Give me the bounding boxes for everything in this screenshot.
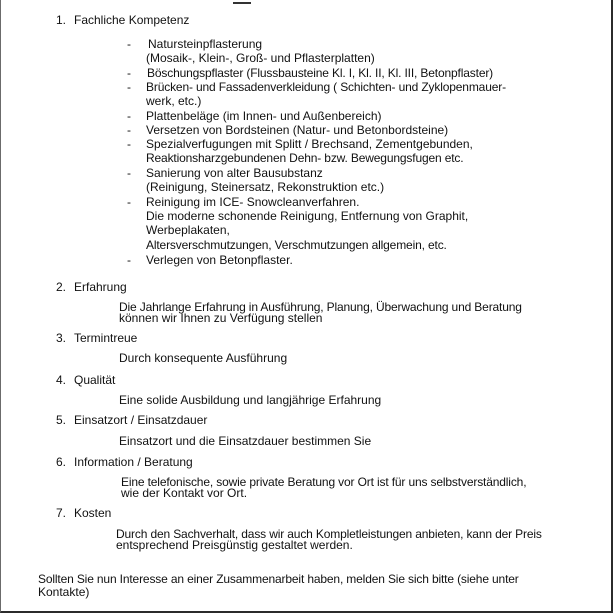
section-number: 3.	[56, 331, 67, 345]
list-item: Reinigung im ICE- Snowcleanverfahren.	[146, 195, 360, 209]
bullet-dash: -	[127, 123, 131, 137]
section-title: Qualität	[74, 373, 116, 387]
section-detail: Durch konsequente Ausführung	[119, 351, 288, 365]
bullet-dash: -	[127, 66, 131, 80]
section-detail: Durch den Sachverhalt, dass wir auch Kompletleistungen anbieten, kann der Preis	[116, 527, 542, 541]
list-item: Sanierung von alter Bausubstanz	[146, 166, 323, 180]
section-detail: können wir Ihnen zu Verfügung stellen	[119, 311, 323, 325]
list-item-continuation: Altersverschmutzungen, Verschmutzungen allgemein, etc.	[146, 238, 447, 252]
list-item: Natursteinpflasterung	[148, 37, 263, 51]
bullet-dash: -	[127, 37, 131, 51]
section-number: 7.	[56, 506, 67, 520]
bullet-dash: -	[127, 80, 131, 94]
bullet-dash: -	[127, 137, 131, 151]
bullet-dash: -	[127, 166, 131, 180]
list-item-continuation: Die moderne schonende Reinigung, Entfernung von Graphit,	[146, 209, 469, 223]
list-item-continuation: (Mosaik-, Klein-, Groß- und Pflasterplatten)	[146, 51, 375, 65]
page-top-mark	[233, 0, 251, 4]
section-title: Information / Beratung	[74, 455, 193, 469]
section-number: 5.	[56, 413, 67, 427]
list-item: Plattenbeläge (im Innen- und Außenbereich)	[146, 109, 382, 123]
bullet-dash: -	[127, 253, 131, 267]
list-item-continuation: Reaktionsharzgebundenen Dehn- bzw. Bewegungsfugen etc.	[146, 151, 464, 165]
list-item: Böschungspflaster (Flussbausteine Kl. I, Kl. II, Kl. III, Betonpflaster)	[147, 66, 494, 80]
section-detail: Einsatzort und die Einsatzdauer bestimmen Sie	[119, 434, 372, 448]
list-item-continuation: Werbeplakaten,	[146, 223, 230, 237]
section-title: Erfahrung	[74, 280, 127, 294]
section-number: 2.	[56, 280, 67, 294]
list-item: Verlegen von Betonpflaster.	[146, 253, 293, 267]
closing-text: Sollten Sie nun Interesse an einer Zusammenarbeit haben, melden Sie sich bitte (siehe unter	[38, 572, 519, 586]
section-number: 1.	[56, 13, 67, 27]
section-detail: Die Jahrlange Erfahrung in Ausführung, Planung, Überwachung und Beratung	[119, 300, 522, 314]
list-item-continuation: (Reinigung, Steinersatz, Rekonstruktion etc.)	[146, 180, 385, 194]
section-title: Einsatzort / Einsatzdauer	[74, 413, 208, 427]
section-number: 6.	[56, 455, 67, 469]
list-item: Versetzen von Bordsteinen (Natur- und Betonbordsteine)	[146, 123, 449, 137]
closing-text: Kontakte)	[38, 585, 90, 599]
section-title: Kosten	[74, 506, 112, 520]
section-title: Termintreue	[74, 331, 138, 345]
list-item: Spezialverfugungen mit Splitt / Brechsand, Zementgebunden,	[146, 137, 473, 151]
list-item: Brücken- und Fassadenverkleidung ( Schichten- und Zyklopenmauer-	[146, 80, 506, 94]
bullet-dash: -	[127, 109, 131, 123]
section-detail: Eine telefonische, sowie private Beratung vor Ort ist für uns selbstverständlich,	[121, 475, 527, 489]
section-detail: wie der Kontakt vor Ort.	[121, 486, 248, 500]
section-number: 4.	[56, 373, 67, 387]
section-detail: entsprechend Preisgünstig gestaltet werden.	[116, 538, 353, 552]
section-detail: Eine solide Ausbildung und langjährige Erfahrung	[119, 393, 382, 407]
section-title: Fachliche Kompetenz	[74, 13, 190, 27]
list-item-continuation: werk, etc.)	[146, 94, 202, 108]
bullet-dash: -	[127, 195, 131, 209]
